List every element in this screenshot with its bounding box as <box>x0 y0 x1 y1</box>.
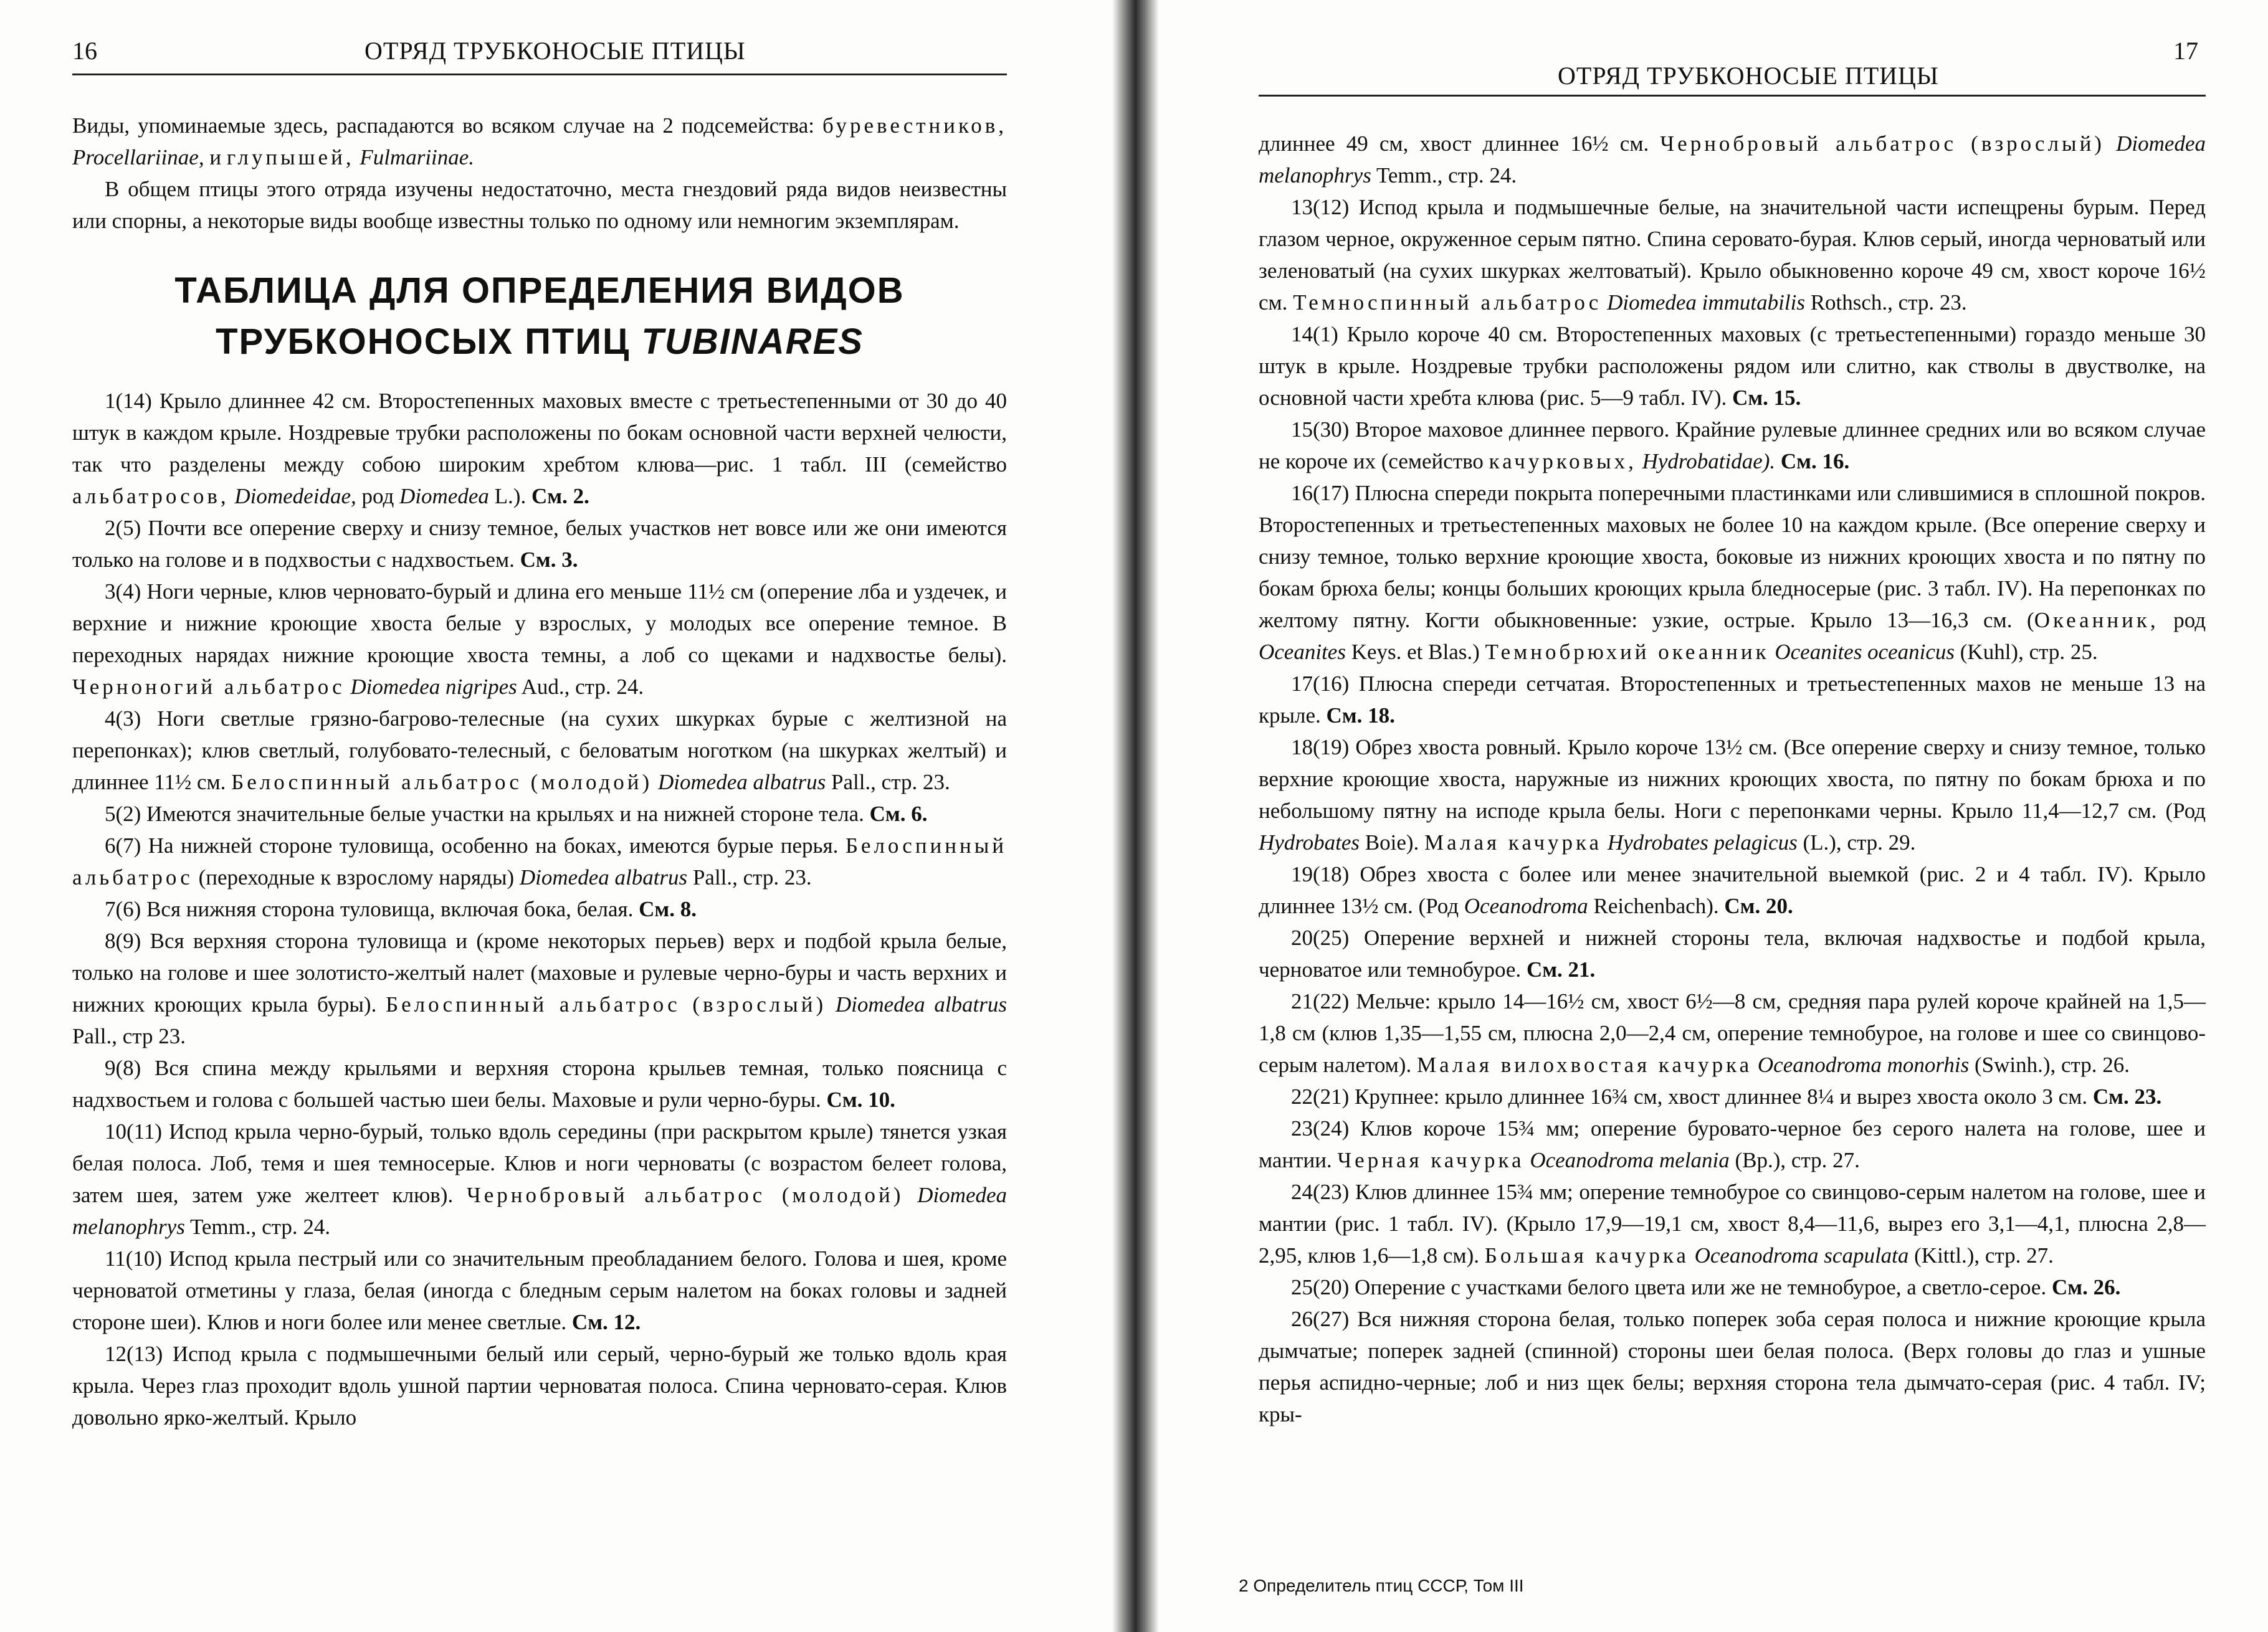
page-number: 17 <box>2173 37 2198 65</box>
key-entry: 21(22) Мельче: крыло 14—16½ см, хвост 6½—8 см, средняя пара рулей короче крайней на 1,5—1,8 см (клюв 1,35—1,55 см, плюсна 2,0—2,4 см, оперение темнобурое, на голове и шее со свинцово-серым налетом). Малая вилохвостая качурка Oceanodroma monorhis (Swinh.), стр. 26. <box>1259 989 2206 1077</box>
key-entry: 4(3) Ноги светлые грязно-багрово-телесные (на сухих шкурках бурые с желтизной на перепонках); клюв светлый, голубовато-телесный, с беловатым ноготком (на шкурках желтый) и длиннее 11½ см. Белоспинный альбатрос (молодой) Diomedea albatrus Pall., стр. 23. <box>72 706 1007 794</box>
key-entry: 13(12) Испод крыла и подмышечные белые, на значительной части испещрены бурым. Перед глазом черное, окруженное серым пятно. Спина серовато-бурая. Клюв серый, иногда черноватый или зеленоватый (на сухих шкурках желтоватый). Крыло обыкновенно короче 49 см, хвост короче 16½ см. Темноспинный альбатрос Diomedea immutabilis Rothsch., стр. 23. <box>1259 195 2206 315</box>
header-rule <box>72 74 1007 75</box>
running-head: ОТРЯД ТРУБКОНОСЫЕ ПТИЦЫ <box>364 37 746 65</box>
key-entry: 17(16) Плюсна спереди сетчатая. Второстепенных и третьестепенных махов не меньше 13 на крыле. См. 18. <box>1259 671 2206 728</box>
key-entry: 11(10) Испод крыла пестрый или со значительным преобладанием белого. Голова и шея, кроме черноватой отметины у глаза, белая (иногда с бледным серым налетом на боках головы и задней стороне шеи). Клюв и ноги более или менее светлые. См. 12. <box>72 1246 1007 1334</box>
key-entry: 8(9) Вся верхняя сторона туловища и (кроме некоторых перьев) верх и подбой крыла белые, только на голове и шее золотисто-желтый налет (маховые и рулевые черно-буры и часть верхних и нижних кроющих крыла буры). Белоспинный альбатрос (взрослый) Diomedea albatrus Pall., стр 23. <box>72 929 1008 1048</box>
key-entry: 15(30) Второе маховое длиннее первого. Крайние рулевые длиннее средних или во всяком случае не короче их (семейство качурковых, Hydrobatidae). См. 16. <box>1259 417 2206 473</box>
key-entry: 26(27) Вся нижняя сторона белая, только поперек зоба серая полоса и нижние кроющие крыла дымчатые; поперек задней (спинной) стороны шеи белая полоса. (Верх головы до глаз и ушные перья аспидно-черные; лоб и низ щек белы; верхняя сторона тела дымчато-серая (рис. 4 табл. IV; кры- <box>1259 1307 2206 1426</box>
key-entry: 23(24) Клюв короче 15¾ мм; оперение буровато-черное без серого налета на голове, шее и мантии. Черная качурка Oceanodroma melania (Bp.), стр. 27. <box>1259 1116 2206 1172</box>
key-entry: 10(11) Испод крыла черно-бурый, только вдоль середины (при раскрытом крыле) тянется узкая белая полоса. Лоб, темя и шея темносерые. Клюв и ноги черноваты (с возрастом белеет голова, затем шея, затем уже желтеет клюв). Чернобровый альбатрос (молодой) Diomedea melanophrys Temm., стр. 24. <box>72 1119 1008 1239</box>
key-entry: 6(7) На нижней стороне туловища, особенно на боках, имеются бурые перья. Белоспинный альбатрос (переходные к взрослому наряды) Diomedea albatrus Pall., стр. 23. <box>72 833 1007 890</box>
key-entry: 5(2) Имеются значительные белые участки на крыльях и на нижней стороне тела. См. 6. <box>105 802 928 826</box>
key-entry: 2(5) Почти все оперение сверху и снизу темное, белых участков нет вовсе или же они имеются только на голове и в подхвостьи с надхвостьем. См. 3. <box>72 516 1007 572</box>
key-entry: 24(23) Клюв длиннее 15¾ мм; оперение темнобурое со свинцово-серым налетом на голове, шее и мантии (рис. 1 табл. IV). (Крыло 17,9—19,1 см, хвост 8,4—11,6, вырез его 3,1—4,1, плюсна 2,8—2,95, клюв 1,6—1,8 см). Большая качурка Oceanodroma scapulata (Kittl.), стр. 27. <box>1259 1180 2206 1268</box>
key-entry: 7(6) Вся нижняя сторона туловища, включая бока, белая. См. 8. <box>105 897 697 921</box>
key-entry: 9(8) Вся спина между крыльями и верхняя сторона крыльев темная, только поясница с надхвостьем и голова с большей частью шеи белы. Маховые и рули черно-буры. См. 10. <box>72 1056 1007 1112</box>
page-number: 16 <box>72 37 97 65</box>
footnote: 2 Определитель птиц СССР, Том III <box>1239 1576 1524 1595</box>
section-title: ТАБЛИЦА ДЛЯ ОПРЕДЕЛЕНИЯ ВИДОВ ТРУБКОНОСЫХ ПТИЦ TUBINARES <box>174 270 905 362</box>
left-page-body <box>72 110 1007 1433</box>
key-entry: 19(18) Обрез хвоста с более или менее значительной выемкой (рис. 2 и 4 табл. IV). Крыло длиннее 13½ см. (Род Oceanodroma Reichenbach). См. 20. <box>1259 862 2206 918</box>
key-entry: 12(13) Испод крыла с подмышечными белый или серый, черно-бурый же только вдоль края крыла. Через глаз проходит вдоль ушной партии черноватая полоса. Спина черновато-серая. Клюв довольно ярко-желтый. Крыло <box>72 1342 1007 1430</box>
key-entry: 25(20) Оперение с участками белого цвета или же не темнобурое, а светло-серое. См. 26. <box>1291 1275 2121 1299</box>
right-page <box>1134 0 2268 1632</box>
key-entry: 3(4) Ноги черные, клюв черновато-бурый и длина его меньше 11½ см (оперение лба и уздечек, и верхние и нижние кроющие хвоста белые у взрослых, у молодых все оперение темное. В переходных нарядах нижние кроющие хвоста темны, а лоб со щеками и надхвостье белы). Черноногий альбатрос Diomedea nigripes Aud., стр. 24. <box>72 579 1007 699</box>
intro-paragraph: В общем птицы этого отряда изучены недостаточно, места гнездовий ряда видов неизвестны или спорны, а некоторые виды вообще известны только по одному или немногим экземплярам. <box>72 177 1007 233</box>
right-page-body <box>1259 128 2206 1430</box>
key-entry: 20(25) Оперение верхней и нижней стороны тела, включая надхвостье и подбой крыла, черноватое или темнобурое. См. 21. <box>1259 926 2206 982</box>
key-entry: 22(21) Крупнее: крыло длиннее 16¾ см, хвост длиннее 8¼ и вырез хвоста около 3 см. См. 23. <box>1291 1084 2162 1109</box>
key-entry: 14(1) Крыло короче 40 см. Второстепенных маховых (с третьестепенными) гораздо меньше 30 штук в крыле. Ноздревые трубки расположены рядом или слитно, как стволы в двустволке, на основной части хребта клюва (рис. 5—9 табл. IV). См. 15. <box>1259 322 2206 410</box>
key-entry-continued: длиннее 49 см, хвост длиннее 16½ см. Чернобровый альбатрос (взрослый) Diomedea melanophrys Temm., стр. 24. <box>1259 131 2206 187</box>
intro-paragraph: Виды, упоминаемые здесь, распадаются во всяком случае на 2 подсемейства: буревестников, Procellariinae, и глупышей, Fulmariinae. <box>72 113 1008 169</box>
running-head: ОТРЯД ТРУБКОНОСЫЕ ПТИЦЫ <box>1558 62 1939 90</box>
key-entry: 18(19) Обрез хвоста ровный. Крыло короче 13½ см. (Все оперение сверху и снизу темное, только верхние кроющие хвоста, наружные из нижних кроющих хвоста, по пятну по бокам брюха и по небольшому пятну на исподе крыла белы. Ноги с перепонками черны. Крыло 11,4—12,7 см. (Род Hydrobates Boie). Малая качурка Hydrobates pelagicus (L.), стр. 29. <box>1259 735 2206 855</box>
key-entry: 16(17) Плюсна спереди покрыта поперечными пластинками или слившимися в сплошной покров. Второстепенных и третьестепенных маховых не более 10 на каждом крыле. (Все оперение сверху и снизу темное, только верхние кроющие хвоста, боковые из нижних кроющих хвоста и по пятну по бокам брюха белы; концы больших кроющих крыла бледносерые (рис. 3 табл. IV). На перепонках по желтому пятну. Когти обыкновенные: узкие, острые. Крыло 13—16,3 см. (Океанник, род Oceanites Keys. et Blas.) Темнобрюхий океанник Oceanites oceanicus (Kuhl), стр. 25. <box>1259 481 2206 664</box>
key-entry: 1(14) Крыло длиннее 42 см. Второстепенных маховых вместе с третьестепенными от 30 до 40 штук в каждом крыле. Ноздревые трубки расположены по бокам основной части верхней челюсти, так что разделены между собою широким хребтом клюва—рис. 1 табл. III (семейство альбатросов, Diomedeidae, род Diomedea L.). См. 2. <box>72 389 1007 508</box>
header-rule <box>1259 95 2206 97</box>
